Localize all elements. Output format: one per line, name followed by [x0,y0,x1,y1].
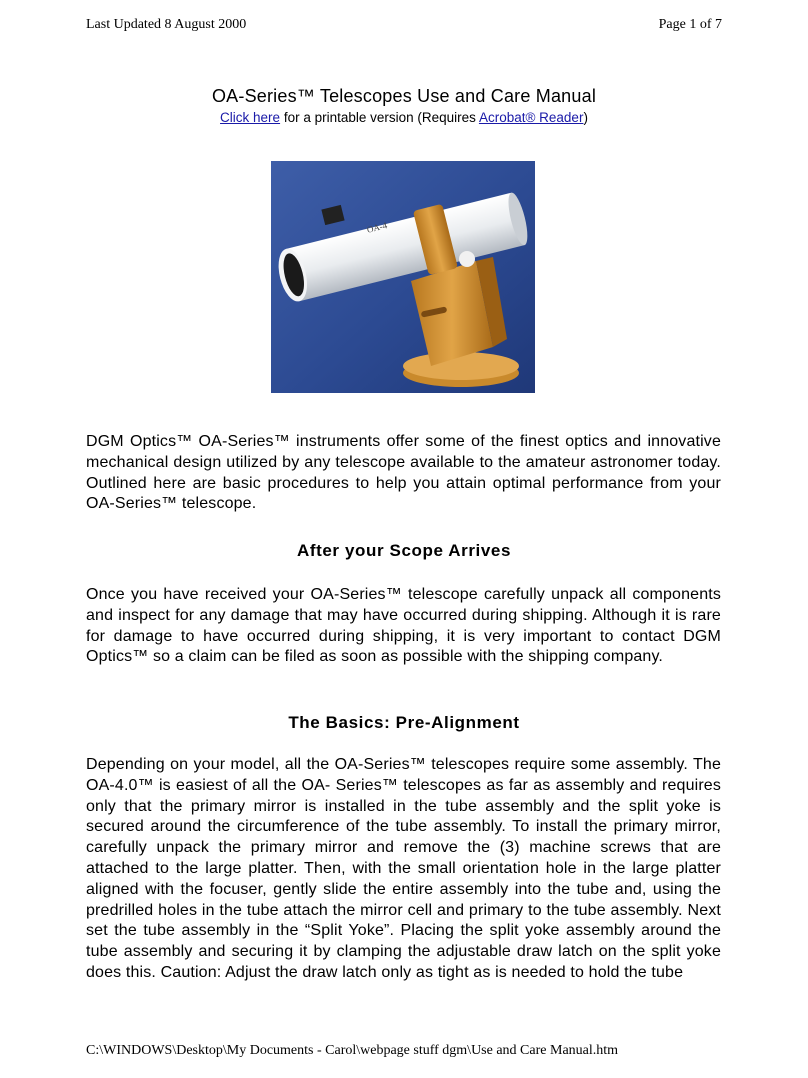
acrobat-reader-link[interactable]: Acrobat® Reader [478,110,584,125]
click-here-link[interactable]: Click here [220,110,281,125]
basics-paragraph: Depending on your model, all the OA-Series™ telescopes require some assembly. The OA-4.0™ is easiest of all the OA- Series™ telescopes as far as assembly and requires only that the primary mirror is installed in the tube assembly and the split yoke is secured around the circumference of the tube assembly. To install the primary mirror, carefully unpack the primary mirror and remove the (3) machine screws that are attached to the large platter. Then, with the small orientation hole in the large platter aligned with the focuser, gently slide the entire assembly into the tube and, using the predrilled holes in the tube attach the mirror cell and primary to the tube assembly. Next set the tube assembly in the “Split Yoke”. Placing the split yoke assembly around the tube assembly and securing it by clamping the adjustable draw latch on the split yoke does this. Caution: Adjust the draw latch only as tight as is needed to hold the tube [86,756,721,981]
section-heading-basics: The Basics: Pre-Alignment [288,713,520,732]
section-heading-arrival: After your Scope Arrives [296,541,512,560]
telescope-photo [271,161,535,393]
file-path-footer: C:\WINDOWS\Desktop\My Documents - Carol\webpage stuff dgm\Use and Care Manual.htm [86,1043,619,1058]
printable-version-line [0,110,808,125]
altitude-knob [459,251,475,267]
intro-paragraph: DGM Optics™ OA-Series™ instruments offer some of the finest optics and innovative mechanical design utilized by any telescope available to the amateur astronomer today. Outlined here are basic procedures to help you attain optimal performance from your OA-Series™ telescope. [86,433,721,513]
arrival-paragraph: Once you have received your OA-Series™ telescope carefully unpack all components and inspect for any damage that may have occurred during shipping. Although it is rare for damage to have occurred during shipping, it is very important to contact DGM Optics™ so a claim can be filed as soon as possible with the shipping company. [86,586,721,666]
page-number-text: Page 1 of 7 [658,17,722,32]
printable-version-text: for a printable version (Requires [280,110,479,125]
page-title: OA-Series™ Telescopes Use and Care Manual [211,86,597,106]
last-updated-text: Last Updated 8 August 2000 [86,17,247,32]
subtitle-close-paren: ) [583,110,588,125]
tube-label: OA-4 [365,220,389,235]
